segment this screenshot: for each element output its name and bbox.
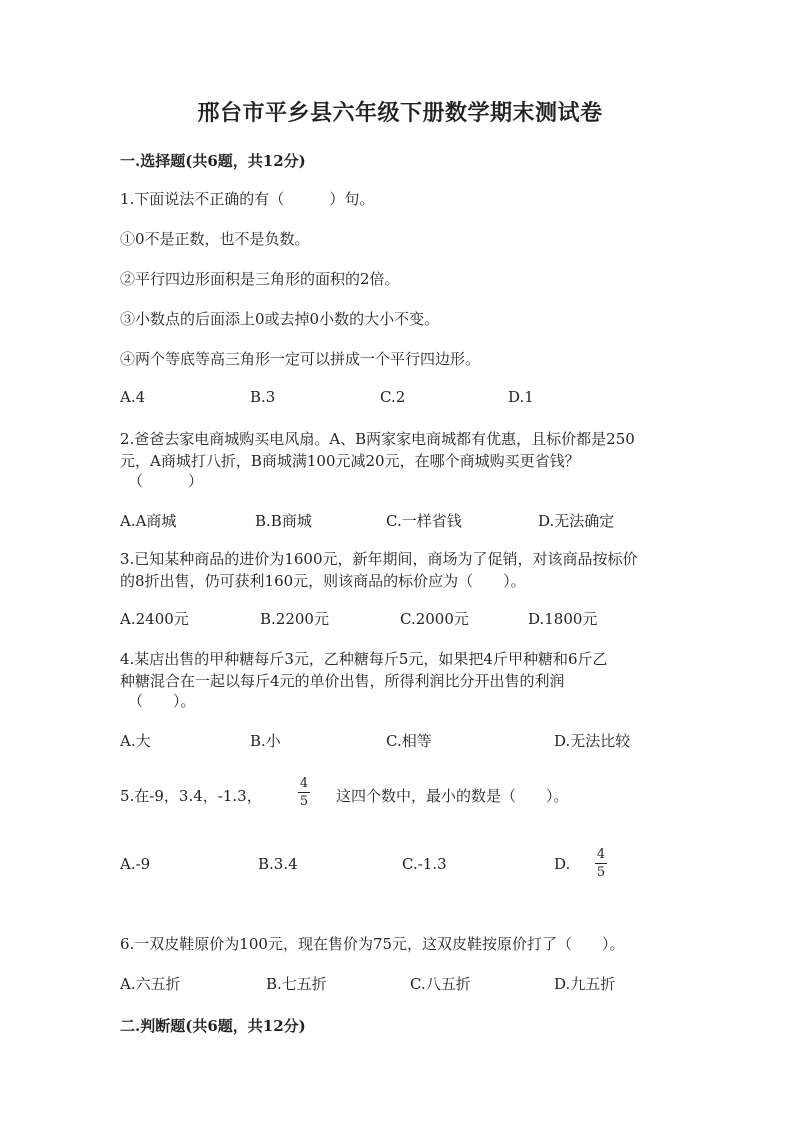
question-3-line-1: 3.已知某种商品的进价为1600元，新年期间，商场为了促销，对该商品按标价 <box>120 550 638 568</box>
question-5-option-d: D. <box>554 855 571 873</box>
question-2-option-b: B.B商城 <box>255 512 312 530</box>
question-1-option-c: C.2 <box>380 388 406 406</box>
question-4-line-1: 4.某店出售的甲种糖每斤3元，乙种糖每斤5元，如果把4斤甲种糖和6斤乙 <box>120 650 608 668</box>
question-2-line-2: 元，A商城打八折，B商城满100元减20元，在哪个商城购买更省钱？ <box>120 452 580 470</box>
fraction-bar <box>595 863 607 864</box>
question-6-option-d: D.九五折 <box>554 975 616 993</box>
question-5-option-b: B.3.4 <box>258 855 298 873</box>
question-2-option-d: D.无法确定 <box>538 512 615 530</box>
fraction-bar <box>298 792 310 793</box>
question-4-option-c: C.相等 <box>386 732 432 750</box>
question-3-option-c: C.2000元 <box>400 610 469 628</box>
question-3-option-a: A.2400元 <box>120 610 189 628</box>
question-2-option-a: A.A商城 <box>120 512 177 530</box>
question-6-text: 6.一双皮鞋原价为100元，现在售价为75元，这双皮鞋按原价打了（ ）。 <box>120 935 625 953</box>
section-heading-multiple-choice: 一.选择题(共6题，共12分) <box>120 152 306 170</box>
question-6-option-a: A.六五折 <box>120 975 181 993</box>
question-1-option-d: D.1 <box>508 388 534 406</box>
fraction-four-fifths <box>298 777 310 808</box>
fraction-denominator: 5 <box>596 865 606 880</box>
question-1-statement-2: ②平行四边形面积是三角形的面积的2倍。 <box>120 270 400 288</box>
option-d-fraction-four-fifths <box>595 848 607 879</box>
question-2-line-1: 2.爸爸去家电商城购买电风扇。A、B两家家电商城都有优惠，且标价都是250 <box>120 430 635 448</box>
question-1-statement-4: ④两个等底等高三角形一定可以拼成一个平行四边形。 <box>120 350 481 368</box>
question-5-prefix: 5.在-9，3.4，-1.3， <box>120 787 262 805</box>
question-6-option-c: C.八五折 <box>410 975 471 993</box>
question-5-suffix: 这四个数中，最小的数是（ ）。 <box>336 787 569 805</box>
question-3-option-d: D.1800元 <box>528 610 598 628</box>
question-1-text: 1.下面说法不正确的有（ ）句。 <box>120 190 375 208</box>
question-4-line-2: 种糖混合在一起以每斤4元的单价出售，所得利润比分开出售的利润 <box>120 672 565 690</box>
question-6-option-b: B.七五折 <box>266 975 327 993</box>
section-heading-true-false: 二.判断题(共6题，共12分) <box>120 1017 306 1035</box>
fraction-numerator: 4 <box>596 847 606 862</box>
question-4-option-a: A.大 <box>120 732 151 750</box>
question-4-option-d: D.无法比较 <box>554 732 631 750</box>
fraction-denominator: 5 <box>299 794 309 809</box>
question-5-option-c: C.-1.3 <box>402 855 447 873</box>
question-4-line-3: （ ）。 <box>128 692 196 710</box>
question-1-option-b: B.3 <box>250 388 276 406</box>
question-3-option-b: B.2200元 <box>260 610 329 628</box>
question-3-line-2: 的8折出售，仍可获利160元，则该商品的标价应为（ ）。 <box>120 572 526 590</box>
question-2-line-3: （ ） <box>128 472 204 490</box>
question-5-option-a: A.-9 <box>120 855 151 873</box>
question-1-option-a: A.4 <box>120 388 146 406</box>
question-4-option-b: B.小 <box>250 732 281 750</box>
question-1-statement-1: ①0不是正数，也不是负数。 <box>120 230 310 248</box>
question-2-option-c: C.一样省钱 <box>386 512 462 530</box>
page-title: 邢台市平乡县六年级下册数学期末测试卷 <box>197 100 603 126</box>
fraction-numerator: 4 <box>299 776 309 791</box>
question-1-statement-3: ③小数点的后面添上0或去掉0小数的大小不变。 <box>120 310 440 328</box>
